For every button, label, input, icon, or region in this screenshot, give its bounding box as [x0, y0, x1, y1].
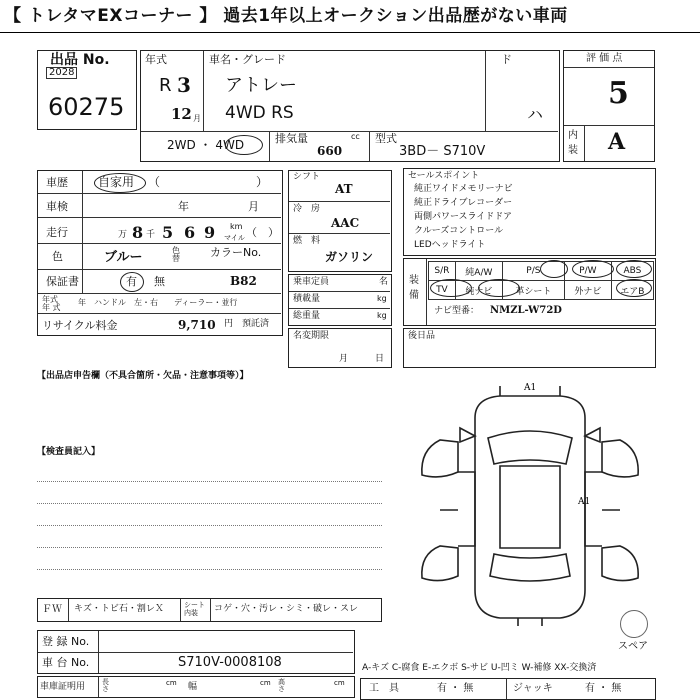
- mileage-digit-2: 5: [162, 223, 174, 242]
- right-doors: [585, 472, 602, 546]
- type-label: 型式: [375, 132, 397, 145]
- spare-tire-icon: [620, 610, 648, 638]
- ac-label: 冷 房: [293, 204, 321, 214]
- era: R: [159, 75, 172, 96]
- front-right-wheel: [602, 440, 638, 477]
- mfg-label: 年式: [42, 295, 58, 304]
- history-value: 自家用: [98, 175, 135, 189]
- history-paren: （ ）: [148, 175, 269, 189]
- sales-point-3: 両側パワースライドドア: [414, 212, 513, 222]
- inspection-label: 車検: [46, 200, 68, 213]
- score-value: 5: [608, 76, 629, 111]
- left-doors: [458, 472, 475, 546]
- ac-value: AAC: [331, 216, 360, 230]
- man-unit: 万: [118, 230, 128, 240]
- gross-unit: kg: [377, 311, 387, 320]
- tools-box: [360, 678, 656, 700]
- seats-label: 乗車定員: [293, 277, 330, 287]
- warranty-label: 保証書: [46, 275, 79, 288]
- fuel-value: ガソリン: [325, 250, 374, 264]
- navi-model: NMZL-W72D: [490, 305, 562, 316]
- year-label: 年式: [145, 53, 167, 66]
- equip-aw: 純A/W: [455, 262, 502, 281]
- jack-value: 有 ・ 無: [585, 683, 622, 694]
- equip-pw: P/W: [564, 262, 611, 281]
- height-label: 高さ: [278, 678, 285, 693]
- month-unit: 月: [193, 114, 201, 123]
- ps-circle: [540, 260, 568, 278]
- score-label: 評 価 点: [586, 53, 623, 64]
- side-damage-mark: A1: [578, 497, 591, 507]
- seat-label: シート内装: [184, 601, 205, 618]
- inspection-year-unit: 年: [178, 200, 189, 213]
- registration-label: 登 録 No.: [42, 635, 90, 648]
- front-left-wheel: [422, 440, 458, 477]
- color-change: 色替: [172, 246, 180, 263]
- gross-label: 総重量: [293, 311, 321, 321]
- width-unit: cm: [260, 679, 271, 687]
- fw-text: キズ・トビ石・割レＸ: [74, 604, 164, 614]
- type-code: 3BD－ S710V: [399, 144, 486, 159]
- equip-tv: TV: [429, 281, 456, 300]
- color-no: B82: [230, 274, 257, 288]
- mfg-label-2: 年 式: [42, 303, 61, 312]
- jack-label: ジャッキ: [513, 683, 553, 694]
- model-name: アトレー: [225, 75, 297, 96]
- sales-point-5: LEDヘッドライト: [414, 240, 486, 250]
- color-label: 色: [52, 250, 63, 263]
- sales-points-box: [403, 168, 656, 256]
- sales-points-label: セールスポイント: [408, 171, 480, 181]
- shift-box: [288, 170, 392, 272]
- mileage-label: 走行: [46, 226, 68, 239]
- drive-circle: [225, 135, 263, 155]
- mileage-digit-4: 9: [204, 223, 216, 242]
- pw-circle: [572, 260, 614, 278]
- recycle-value: 9,710: [178, 318, 216, 332]
- chassis-value: S710V-0008108: [178, 655, 282, 670]
- color-value: ブルー: [104, 250, 143, 265]
- airbag-circle: [616, 279, 652, 297]
- history-label: 車歴: [46, 176, 68, 189]
- chassis-label: 車 台 No.: [42, 656, 90, 669]
- equip-sr: S/R: [429, 262, 456, 281]
- vehicle-box: [140, 50, 560, 162]
- load-unit: kg: [377, 294, 387, 303]
- rear-left-wheel: [422, 546, 458, 581]
- warranty-yes: 有: [126, 275, 137, 288]
- mile-unit: マイル: [224, 234, 245, 242]
- equip-ps: P/S: [502, 262, 564, 281]
- interior-label: 内: [568, 130, 578, 141]
- name-change-month: 月: [339, 354, 349, 364]
- left-mirror: [460, 428, 475, 442]
- seat-text: コゲ・穴・汚レ・シミ・破レ・スレ: [214, 604, 359, 614]
- right-mirror: [585, 428, 600, 442]
- name-change-label: 名変期限: [293, 331, 330, 341]
- seller-notes-label: 【出品店申告欄（不具合箇所・欠品・注意事項等）】: [37, 371, 249, 381]
- title-bar: [0, 0, 700, 33]
- rear-window: [490, 554, 570, 581]
- navi-circle: [478, 279, 520, 297]
- mileage-digit-1: 8: [132, 223, 144, 242]
- recycle-label: リサイクル料金: [42, 319, 118, 332]
- navi-model-label: ナビ型番：: [434, 306, 480, 316]
- sales-point-2: 純正ドライブレコーダー: [414, 198, 513, 208]
- mileage-paren: （ ）: [246, 226, 279, 239]
- km-unit: km: [230, 222, 243, 231]
- capacity-box: [288, 274, 392, 326]
- car-body-outline: [475, 396, 585, 618]
- windshield: [488, 431, 572, 464]
- equip-navi: 純ナビ: [455, 281, 502, 300]
- registration-box: [37, 630, 355, 674]
- shift-value: AT: [335, 182, 353, 196]
- roof: [500, 466, 560, 548]
- sales-point-4: クルーズコントロール: [414, 226, 504, 236]
- length-label: 長さ: [102, 678, 109, 693]
- fuel-label: 燃 料: [293, 236, 321, 246]
- year: 3: [177, 73, 191, 97]
- door-label: ド: [501, 53, 512, 66]
- length-unit: cm: [166, 679, 177, 687]
- fw-label: ＦＷ: [42, 604, 62, 615]
- lot-seq: 2028: [46, 67, 77, 79]
- history-circle: [94, 173, 146, 193]
- mfg-row: 年 ハンドル 左・右 ディーラー・並行: [78, 298, 238, 307]
- door-value: ハ: [527, 105, 544, 124]
- sales-point-1: 純正ワイドメモリーナビ: [414, 184, 513, 194]
- page-title: 【 トレタマEXコーナー 】 過去1年以上オークション出品歴がない車両: [4, 6, 568, 26]
- name-change-box: [288, 328, 392, 368]
- lot-label: 出品 No.: [50, 52, 110, 68]
- equip-airbag: エアB: [611, 281, 653, 300]
- inspector-notes-label: 【検査員記入】: [37, 447, 101, 457]
- inspection-month-unit: 月: [248, 200, 259, 213]
- equip-ext-navi: 外ナビ: [564, 281, 611, 300]
- model-label: 車名・グレード: [209, 53, 286, 66]
- details-box: [37, 170, 283, 336]
- color-no-label: カラーNo.: [210, 246, 262, 259]
- equip-abs: ABS: [611, 262, 653, 281]
- month: 12: [171, 105, 192, 123]
- garage-cert-row: [37, 676, 355, 698]
- displacement: 660: [317, 144, 343, 158]
- equip-leather: 革シート: [502, 281, 564, 300]
- front-damage-mark: A1: [524, 383, 537, 393]
- tv-circle: [430, 279, 472, 297]
- rear-right-wheel: [602, 546, 638, 581]
- lot-number: 60275: [48, 93, 125, 121]
- width-label: 幅: [188, 682, 198, 692]
- name-change-day: 日: [375, 354, 385, 364]
- spare-label: スペア: [618, 641, 648, 652]
- tools-value: 有 ・ 無: [437, 683, 474, 694]
- score-box: [563, 50, 655, 162]
- seats-unit: 名: [379, 277, 389, 287]
- tools-label: 工 具: [369, 683, 399, 694]
- warranty-circle: [120, 272, 144, 292]
- load-label: 積載量: [293, 294, 321, 304]
- height-unit: cm: [334, 679, 345, 687]
- displacement-label: 排気量: [275, 132, 308, 145]
- later-items-box: [403, 328, 656, 368]
- drive-type: 2WD ・ 4WD: [167, 138, 245, 152]
- damage-legend: A-キズ C-腐食 E-エクボ S-サビ U-凹ミ W-補修 XX-交換済: [362, 663, 597, 673]
- recycle-unit: 円 預託済: [224, 319, 270, 329]
- grade: 4WD RS: [225, 103, 294, 123]
- shift-label: シフト: [293, 172, 321, 182]
- equipment-label: 装備: [409, 275, 419, 301]
- sen-unit: 千: [146, 230, 156, 240]
- abs-circle: [616, 260, 652, 278]
- warranty-no: 無: [154, 275, 165, 288]
- fw-row: [37, 598, 382, 622]
- lot-box: [37, 50, 137, 130]
- interior-label-2: 装: [568, 145, 578, 156]
- cc-unit: cc: [351, 132, 360, 141]
- car-damage-diagram: [400, 380, 660, 630]
- garage-cert-label: 車庫証明用: [40, 682, 86, 692]
- mileage-digit-3: 6: [184, 223, 196, 242]
- later-items-label: 後日品: [408, 331, 436, 341]
- equipment-box: [403, 258, 656, 326]
- interior-value: A: [608, 129, 626, 155]
